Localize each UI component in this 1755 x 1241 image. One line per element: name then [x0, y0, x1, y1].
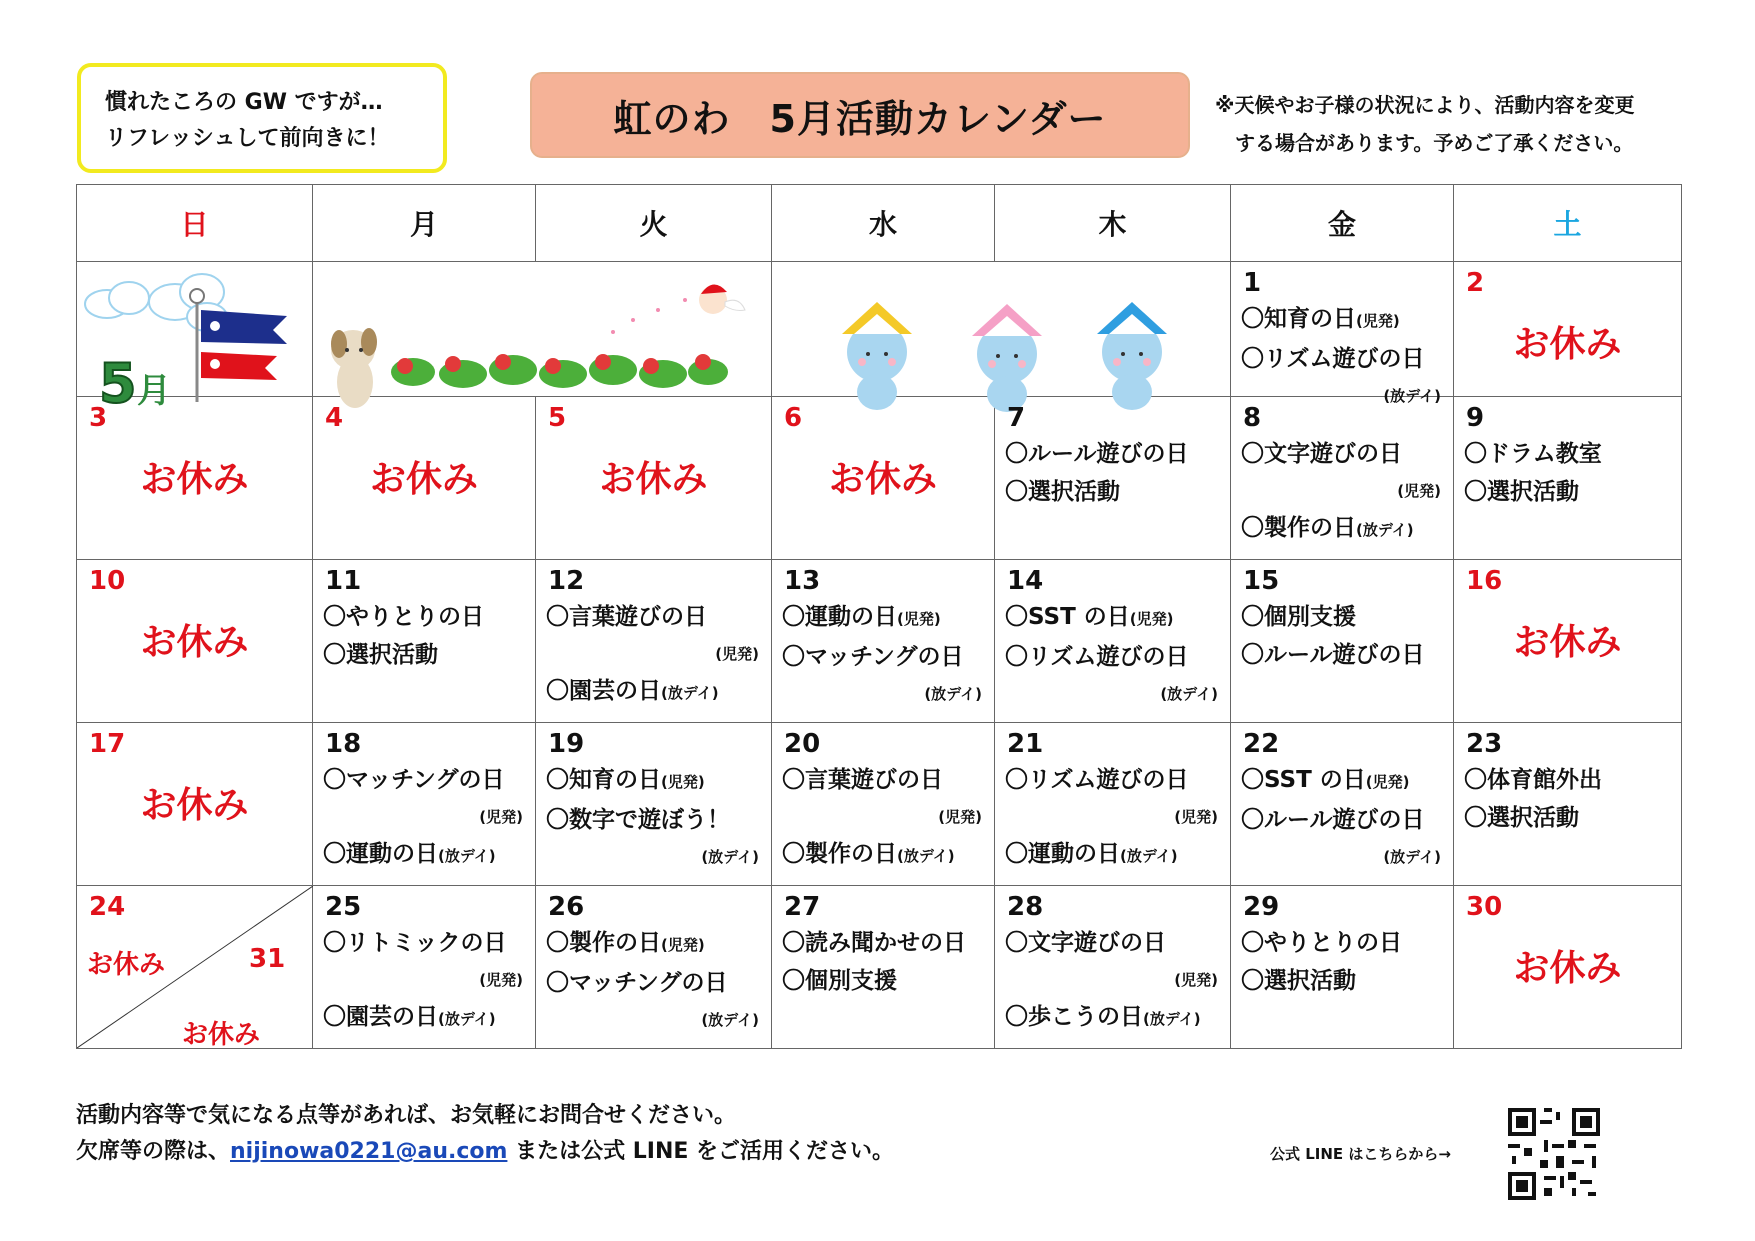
program-tag: (放デイ) — [1383, 387, 1441, 405]
activity-list — [1005, 761, 1224, 875]
program-tag: (児発) — [1174, 971, 1218, 989]
activity-list — [323, 598, 529, 674]
activity-name: 〇文字遊びの日 — [1241, 441, 1402, 467]
activity-list — [1005, 924, 1224, 1038]
day-number: 25 — [325, 892, 362, 922]
program-tag: (児発) — [479, 808, 523, 826]
activity-name: 〇リズム遊びの日 — [1005, 644, 1189, 670]
activity-item — [1005, 435, 1224, 473]
footer-line-2 — [76, 1134, 894, 1170]
day-cell — [536, 560, 772, 723]
program-tag: (児発) — [1397, 482, 1441, 500]
activity-item — [546, 964, 765, 1002]
day-cell — [1231, 262, 1454, 405]
activity-list — [546, 598, 765, 712]
activity-name: 〇個別支援 — [1241, 604, 1356, 630]
activity-item — [323, 835, 529, 875]
activity-list — [1241, 598, 1447, 674]
activity-item — [1241, 509, 1447, 549]
weekday-5: 金 — [1231, 185, 1454, 262]
activity-list — [1005, 435, 1224, 511]
activity-item — [1241, 924, 1447, 962]
day-number: 28 — [1007, 892, 1044, 922]
footer-line-1: 活動内容等で気になる点等があれば、お気軽にお問合せください。 — [76, 1103, 737, 1128]
program-note: (放デイ) — [438, 1010, 496, 1028]
day-cell — [995, 886, 1231, 1049]
caution-line-2: する場合があります。予めご了承ください。 — [1215, 131, 1634, 155]
day-number: 15 — [1243, 566, 1280, 596]
day-number: 7 — [1007, 403, 1026, 433]
week-row — [77, 886, 1682, 1049]
activity-name: 〇文字遊びの日 — [1005, 930, 1166, 956]
note-line-2: リフレッシュして前向きに！ — [105, 126, 390, 151]
day-cell — [772, 886, 995, 1049]
activity-item — [1005, 924, 1224, 962]
activity-item — [546, 598, 765, 636]
program-note: (放デイ) — [438, 847, 496, 865]
program-note: (児発) — [1365, 773, 1410, 791]
activity-name: 〇運動の日 — [323, 841, 438, 867]
activity-name: 〇運動の日 — [782, 604, 897, 630]
program-tag: (放デイ) — [701, 848, 759, 866]
month-badge: 月 — [137, 371, 171, 411]
activity-item — [1464, 435, 1675, 473]
day-number: 27 — [784, 892, 821, 922]
activity-name: 〇体育館外出 — [1464, 767, 1602, 793]
activity-name: 〇マッチングの日 — [546, 970, 728, 996]
activity-item — [1005, 998, 1224, 1038]
activity-item — [323, 998, 529, 1038]
activity-name: 〇読み聞かせの日 — [782, 930, 966, 956]
day-number: 23 — [1466, 729, 1503, 759]
program-tag: (放デイ) — [1160, 685, 1218, 703]
activity-item — [323, 761, 529, 799]
activity-name: 〇選択活動 — [1464, 479, 1579, 505]
caution-line-1: ※天候やお子様の状況により、活動内容を変更 — [1215, 93, 1635, 117]
activity-name: 〇SST の日 — [1005, 604, 1130, 630]
activity-name: 〇選択活動 — [1464, 805, 1579, 831]
week-row — [77, 560, 1682, 723]
activity-name: 〇やりとりの日 — [323, 604, 484, 630]
off-label: お休み — [140, 622, 249, 663]
activity-item — [1005, 473, 1224, 511]
note-line-1: 慣れたころの GW ですが… — [105, 90, 383, 115]
day-cell — [536, 397, 772, 560]
activity-list — [546, 761, 765, 875]
day-number: 22 — [1243, 729, 1280, 759]
activity-item — [546, 672, 765, 712]
activity-list — [1005, 598, 1224, 712]
activity-item — [323, 636, 529, 674]
day-number: 17 — [89, 729, 126, 759]
activity-item — [546, 924, 765, 964]
activity-item — [1464, 799, 1675, 837]
day-cell — [536, 886, 772, 1049]
weekday-6: 土 — [1454, 185, 1682, 262]
activity-name: 〇知育の日 — [546, 767, 661, 793]
day-cell — [1231, 886, 1454, 1049]
weekday-header-row — [77, 185, 1682, 262]
day-cell — [313, 397, 536, 560]
program-note: (児発) — [897, 610, 941, 628]
activity-item — [1464, 473, 1675, 511]
program-tag: (放デイ) — [701, 1011, 759, 1029]
day-number: 10 — [89, 566, 126, 596]
day-cell — [77, 397, 313, 560]
activity-item — [1005, 638, 1224, 676]
activity-list — [782, 924, 988, 1000]
activity-item — [1241, 761, 1447, 801]
off-label: お休み — [599, 459, 708, 500]
line-label: 公式 LINE はこちらから→ — [1270, 1145, 1451, 1163]
activity-item — [546, 801, 765, 839]
footer-line-2-pre: 欠席等の際は、 — [76, 1139, 231, 1164]
day-number: 12 — [548, 566, 585, 596]
day-cell — [1231, 560, 1454, 723]
program-note: (児発) — [661, 773, 705, 791]
activity-item — [1241, 636, 1447, 674]
activity-name: 〇ルール遊びの日 — [1241, 807, 1425, 833]
day-number: 20 — [784, 729, 821, 759]
off-label: お休み — [1513, 948, 1622, 989]
day-cell — [772, 397, 995, 560]
off-label: お休み — [140, 785, 249, 826]
activity-name: 〇言葉遊びの日 — [782, 767, 943, 793]
day-cell — [995, 723, 1231, 886]
activity-list — [782, 598, 988, 712]
activity-name: 〇言葉遊びの日 — [546, 604, 707, 630]
week-row — [77, 397, 1682, 560]
activity-name: 〇マッチングの日 — [782, 644, 964, 670]
activity-list — [1464, 761, 1675, 837]
day-cell — [313, 723, 536, 886]
svg-text:5: 5 — [99, 352, 137, 415]
program-tag: (児発) — [1174, 808, 1218, 826]
activity-name: 〇選択活動 — [1005, 479, 1120, 505]
day-cell — [77, 560, 313, 723]
activity-name: 〇園芸の日 — [546, 678, 661, 704]
activity-item — [782, 962, 988, 1000]
activity-name: 〇製作の日 — [1241, 515, 1356, 541]
activity-name: 〇個別支援 — [782, 968, 897, 994]
activity-list — [323, 924, 529, 1038]
day-cell — [1454, 886, 1682, 1049]
activity-item — [1241, 300, 1447, 340]
activity-name: 〇リトミックの日 — [323, 930, 507, 956]
week-row — [77, 262, 1682, 397]
email-link[interactable]: nijinowa0221@au.com — [230, 1139, 508, 1164]
activity-item — [1241, 435, 1447, 473]
calendar-body — [77, 262, 1682, 1049]
illustration-strawberry — [313, 262, 772, 397]
weekday-2: 火 — [536, 185, 772, 262]
off-label: お休み — [1513, 622, 1622, 663]
day-number: 5 — [548, 403, 567, 433]
program-note: (放デイ) — [1120, 847, 1178, 865]
program-tag: (児発) — [938, 808, 982, 826]
activity-item — [782, 598, 988, 638]
activity-list — [1464, 435, 1675, 511]
day-number: 13 — [784, 566, 821, 596]
illustration-kabuto — [772, 262, 1231, 397]
note-box — [77, 63, 447, 173]
activity-item — [782, 761, 988, 799]
day-number: 4 — [325, 403, 344, 433]
caution-note — [1215, 86, 1675, 162]
program-note: (児発) — [1356, 312, 1400, 330]
activity-name: 〇SST の日 — [1241, 767, 1366, 793]
program-tag: (児発) — [715, 645, 759, 663]
activity-name: 〇リズム遊びの日 — [1005, 767, 1189, 793]
activity-item — [323, 598, 529, 636]
day-cell — [1454, 262, 1682, 397]
day-cell — [77, 723, 313, 886]
day-number: 16 — [1466, 566, 1503, 596]
activity-list — [1241, 761, 1447, 875]
day-number: 14 — [1007, 566, 1044, 596]
off-label: お休み — [87, 950, 166, 980]
day-cell — [995, 560, 1231, 723]
activity-name: 〇ルール遊びの日 — [1241, 642, 1425, 668]
day-cell — [1454, 723, 1682, 886]
day-number: 8 — [1243, 403, 1262, 433]
footer-line-2-post: または公式 LINE をご活用ください。 — [515, 1139, 895, 1164]
day-cell — [772, 723, 995, 886]
day-cell — [1231, 723, 1454, 886]
day-cell — [536, 723, 772, 886]
activity-item — [782, 835, 988, 875]
activity-item — [1464, 761, 1675, 799]
day-number: 30 — [1466, 892, 1503, 922]
activity-name: 〇製作の日 — [782, 841, 897, 867]
line-qr-code[interactable] — [1504, 1104, 1604, 1204]
activity-item — [782, 638, 988, 676]
activity-item — [1005, 761, 1224, 799]
off-label: お休み — [182, 1020, 261, 1050]
activity-list — [546, 924, 765, 1038]
activity-name: 〇選択活動 — [323, 642, 438, 668]
weekday-0: 日 — [77, 185, 313, 262]
day-number: 19 — [548, 729, 585, 759]
day-cell — [1454, 560, 1682, 723]
off-label: お休み — [828, 459, 937, 500]
day-number: 3 — [89, 403, 108, 433]
calendar-table — [76, 184, 1682, 1049]
activity-name: 〇選択活動 — [1241, 968, 1356, 994]
day-number: 26 — [548, 892, 585, 922]
activity-name: 〇園芸の日 — [323, 1004, 438, 1030]
activity-name: 〇リズム遊びの日 — [1241, 346, 1425, 372]
activity-name: 〇やりとりの日 — [1241, 930, 1402, 956]
activity-item — [1241, 340, 1447, 378]
page-title-text: 虹のわ 5月活動カレンダー — [613, 96, 1107, 141]
activity-list — [1241, 435, 1447, 549]
program-note: (放デイ) — [1356, 521, 1414, 539]
day-number: 24 — [89, 892, 126, 922]
activity-list — [323, 761, 529, 875]
day-number: 29 — [1243, 892, 1280, 922]
activity-item — [546, 761, 765, 801]
activity-item — [1241, 801, 1447, 839]
activity-name: 〇数字で遊ぼう！ — [546, 807, 730, 833]
day-cell — [995, 397, 1231, 560]
program-tag: (児発) — [479, 971, 523, 989]
week-row — [77, 723, 1682, 886]
program-note: (児発) — [1129, 610, 1174, 628]
day-number: 21 — [1007, 729, 1044, 759]
activity-item — [1241, 598, 1447, 636]
illustration-koinobori — [77, 262, 313, 415]
day-cell — [772, 560, 995, 723]
day-number: 11 — [325, 566, 362, 596]
day-cell — [1454, 397, 1682, 560]
day-cell — [77, 886, 313, 1049]
program-note: (児発) — [661, 936, 705, 954]
activity-item — [1241, 962, 1447, 1000]
activity-name: 〇知育の日 — [1241, 306, 1356, 332]
page-title — [530, 72, 1190, 158]
program-tag: (放デイ) — [924, 685, 982, 703]
program-tag: (放デイ) — [1383, 848, 1441, 866]
activity-item — [1005, 835, 1224, 875]
off-label: お休み — [1513, 324, 1622, 365]
weekday-4: 木 — [995, 185, 1231, 262]
weekday-1: 月 — [313, 185, 536, 262]
activity-list — [782, 761, 988, 875]
activity-item — [323, 924, 529, 962]
program-note: (放デイ) — [897, 847, 955, 865]
day-number: 9 — [1466, 403, 1485, 433]
activity-name: 〇運動の日 — [1005, 841, 1120, 867]
activity-name: 〇製作の日 — [546, 930, 661, 956]
day-number: 1 — [1243, 268, 1262, 298]
program-note: (放デイ) — [661, 684, 719, 702]
activity-name: 〇歩こうの日 — [1005, 1004, 1143, 1030]
day-number: 18 — [325, 729, 362, 759]
day-cell — [313, 886, 536, 1049]
day-cell — [1231, 397, 1454, 560]
activity-name: 〇ルール遊びの日 — [1005, 441, 1189, 467]
activity-item — [782, 924, 988, 962]
activity-list — [1241, 924, 1447, 1000]
day-number: 6 — [784, 403, 803, 433]
day-number-31: 31 — [249, 944, 286, 974]
activity-name: 〇ドラム教室 — [1464, 441, 1602, 467]
footer — [76, 1098, 894, 1170]
program-note: (放デイ) — [1143, 1010, 1201, 1028]
day-cell — [313, 560, 536, 723]
off-label: お休み — [140, 459, 249, 500]
off-label: お休み — [369, 459, 478, 500]
activity-name: 〇マッチングの日 — [323, 767, 505, 793]
day-number: 2 — [1466, 268, 1485, 298]
activity-item — [1005, 598, 1224, 638]
weekday-3: 水 — [772, 185, 995, 262]
